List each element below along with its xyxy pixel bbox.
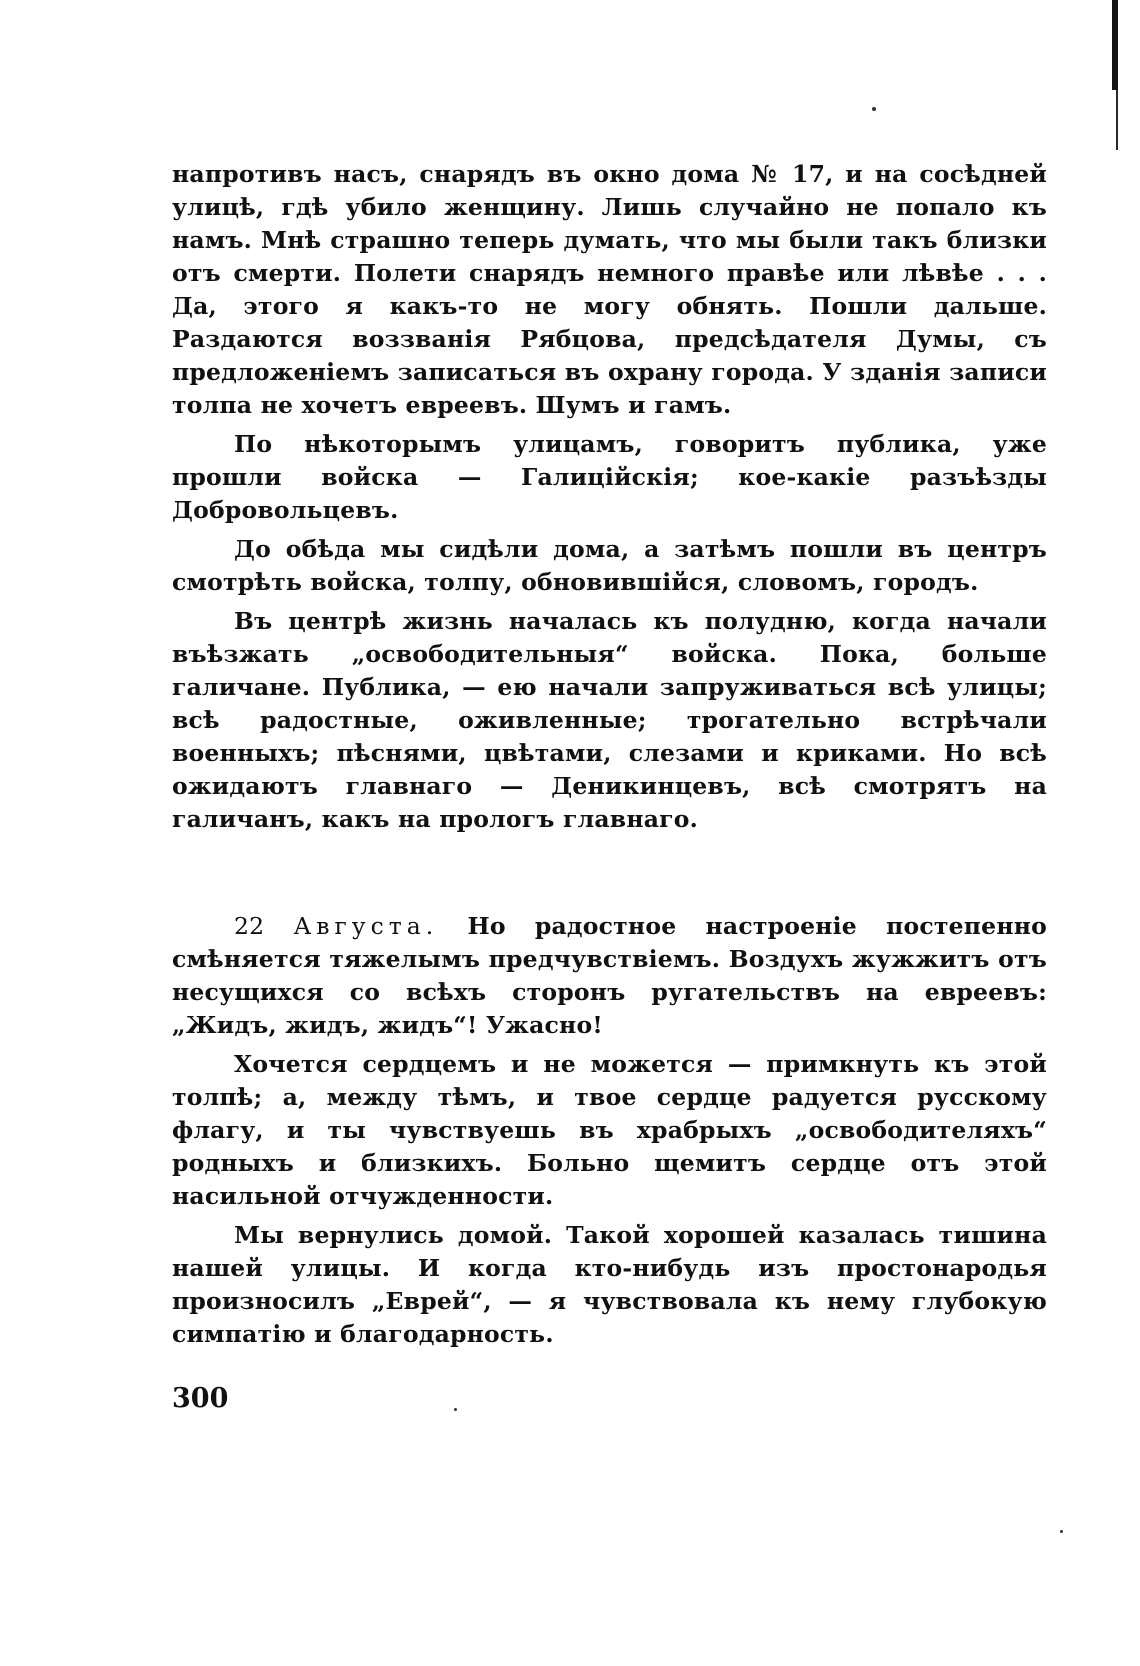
paragraph: По нѣкоторымъ улицамъ, говоритъ публика, уже прошли войска — Галиційскія; кое-какіе разъѣзды Добровольцевъ.: [172, 430, 1047, 524]
text-block-entry: [172, 910, 1047, 1351]
paragraph: Хочется сердцемъ и не можется — примкнуть къ этой толпѣ; а, между тѣмъ, и твое сердце радуется русскому флагу, и ты чувствуешь въ храбрыхъ „освободителяхъ“ родныхъ и близкихъ. Больно щемитъ сердце отъ этой насильной отчужденности.: [172, 1050, 1047, 1210]
entry-date-month: Августа.: [293, 912, 439, 940]
entry-text: Но радостное настроеніе постепенно смѣняется тяжелымъ предчувствіемъ. Воздухъ жужжитъ отъ несущихся со всѣхъ сторонъ ругательствъ на евреевъ: „Жидъ, жидъ, жидъ“! Ужасно!: [172, 912, 1047, 1039]
paragraph: Мы вернулись домой. Такой хорошей казалась тишина нашей улицы. И когда кто-нибудь изъ простонародья произносилъ „Еврей“, — я чувствовала къ нему глубокую симпатію и благодарность.: [172, 1221, 1047, 1348]
scan-speck: [1060, 1530, 1063, 1533]
scan-edge-rule-thin: [1116, 90, 1118, 150]
paragraph: Въ центрѣ жизнь началась къ полудню, когда начали въѣзжать „освободительныя“ войска. Пока, больше галичане. Публика, — ею начали запруживаться всѣ улицы; всѣ радостные, оживленные; трогательно встрѣчали военныхъ; пѣснями, цвѣтами, слезами и криками. Но всѣ ожидаютъ главнаго — Деникинцевъ, всѣ смотрятъ на галичанъ, какъ на прологъ главнаго.: [172, 607, 1047, 833]
entry-date-day: 22: [234, 912, 265, 940]
paragraph: До обѣда мы сидѣли дома, а затѣмъ пошли въ центръ смотрѣть войска, толпу, обновившійся, словомъ, городъ.: [172, 535, 1047, 596]
scan-speck: [872, 107, 876, 111]
diary-entry-paragraph: [172, 910, 1047, 1042]
scan-edge-rule: [1112, 0, 1118, 90]
page-number: 300: [172, 1383, 229, 1414]
paragraph: напротивъ насъ, снарядъ въ окно дома № 17, и на сосѣдней улицѣ, гдѣ убило женщину. Лишь случайно не попало къ намъ. Мнѣ страшно теперь думать, что мы были такъ близки отъ смерти. Полети снарядъ немного правѣе или лѣвѣе . . . Да, этого я какъ-то не могу обнять. Пошли дальше. Раздаются воззванія Рябцова, предсѣдателя Думы, съ предложеніемъ записаться въ охрану города. У зданія записи толпа не хочетъ евреевъ. Шумъ и гамъ.: [172, 160, 1047, 419]
scan-speck: [454, 1408, 457, 1411]
text-block-top: [172, 158, 1047, 836]
